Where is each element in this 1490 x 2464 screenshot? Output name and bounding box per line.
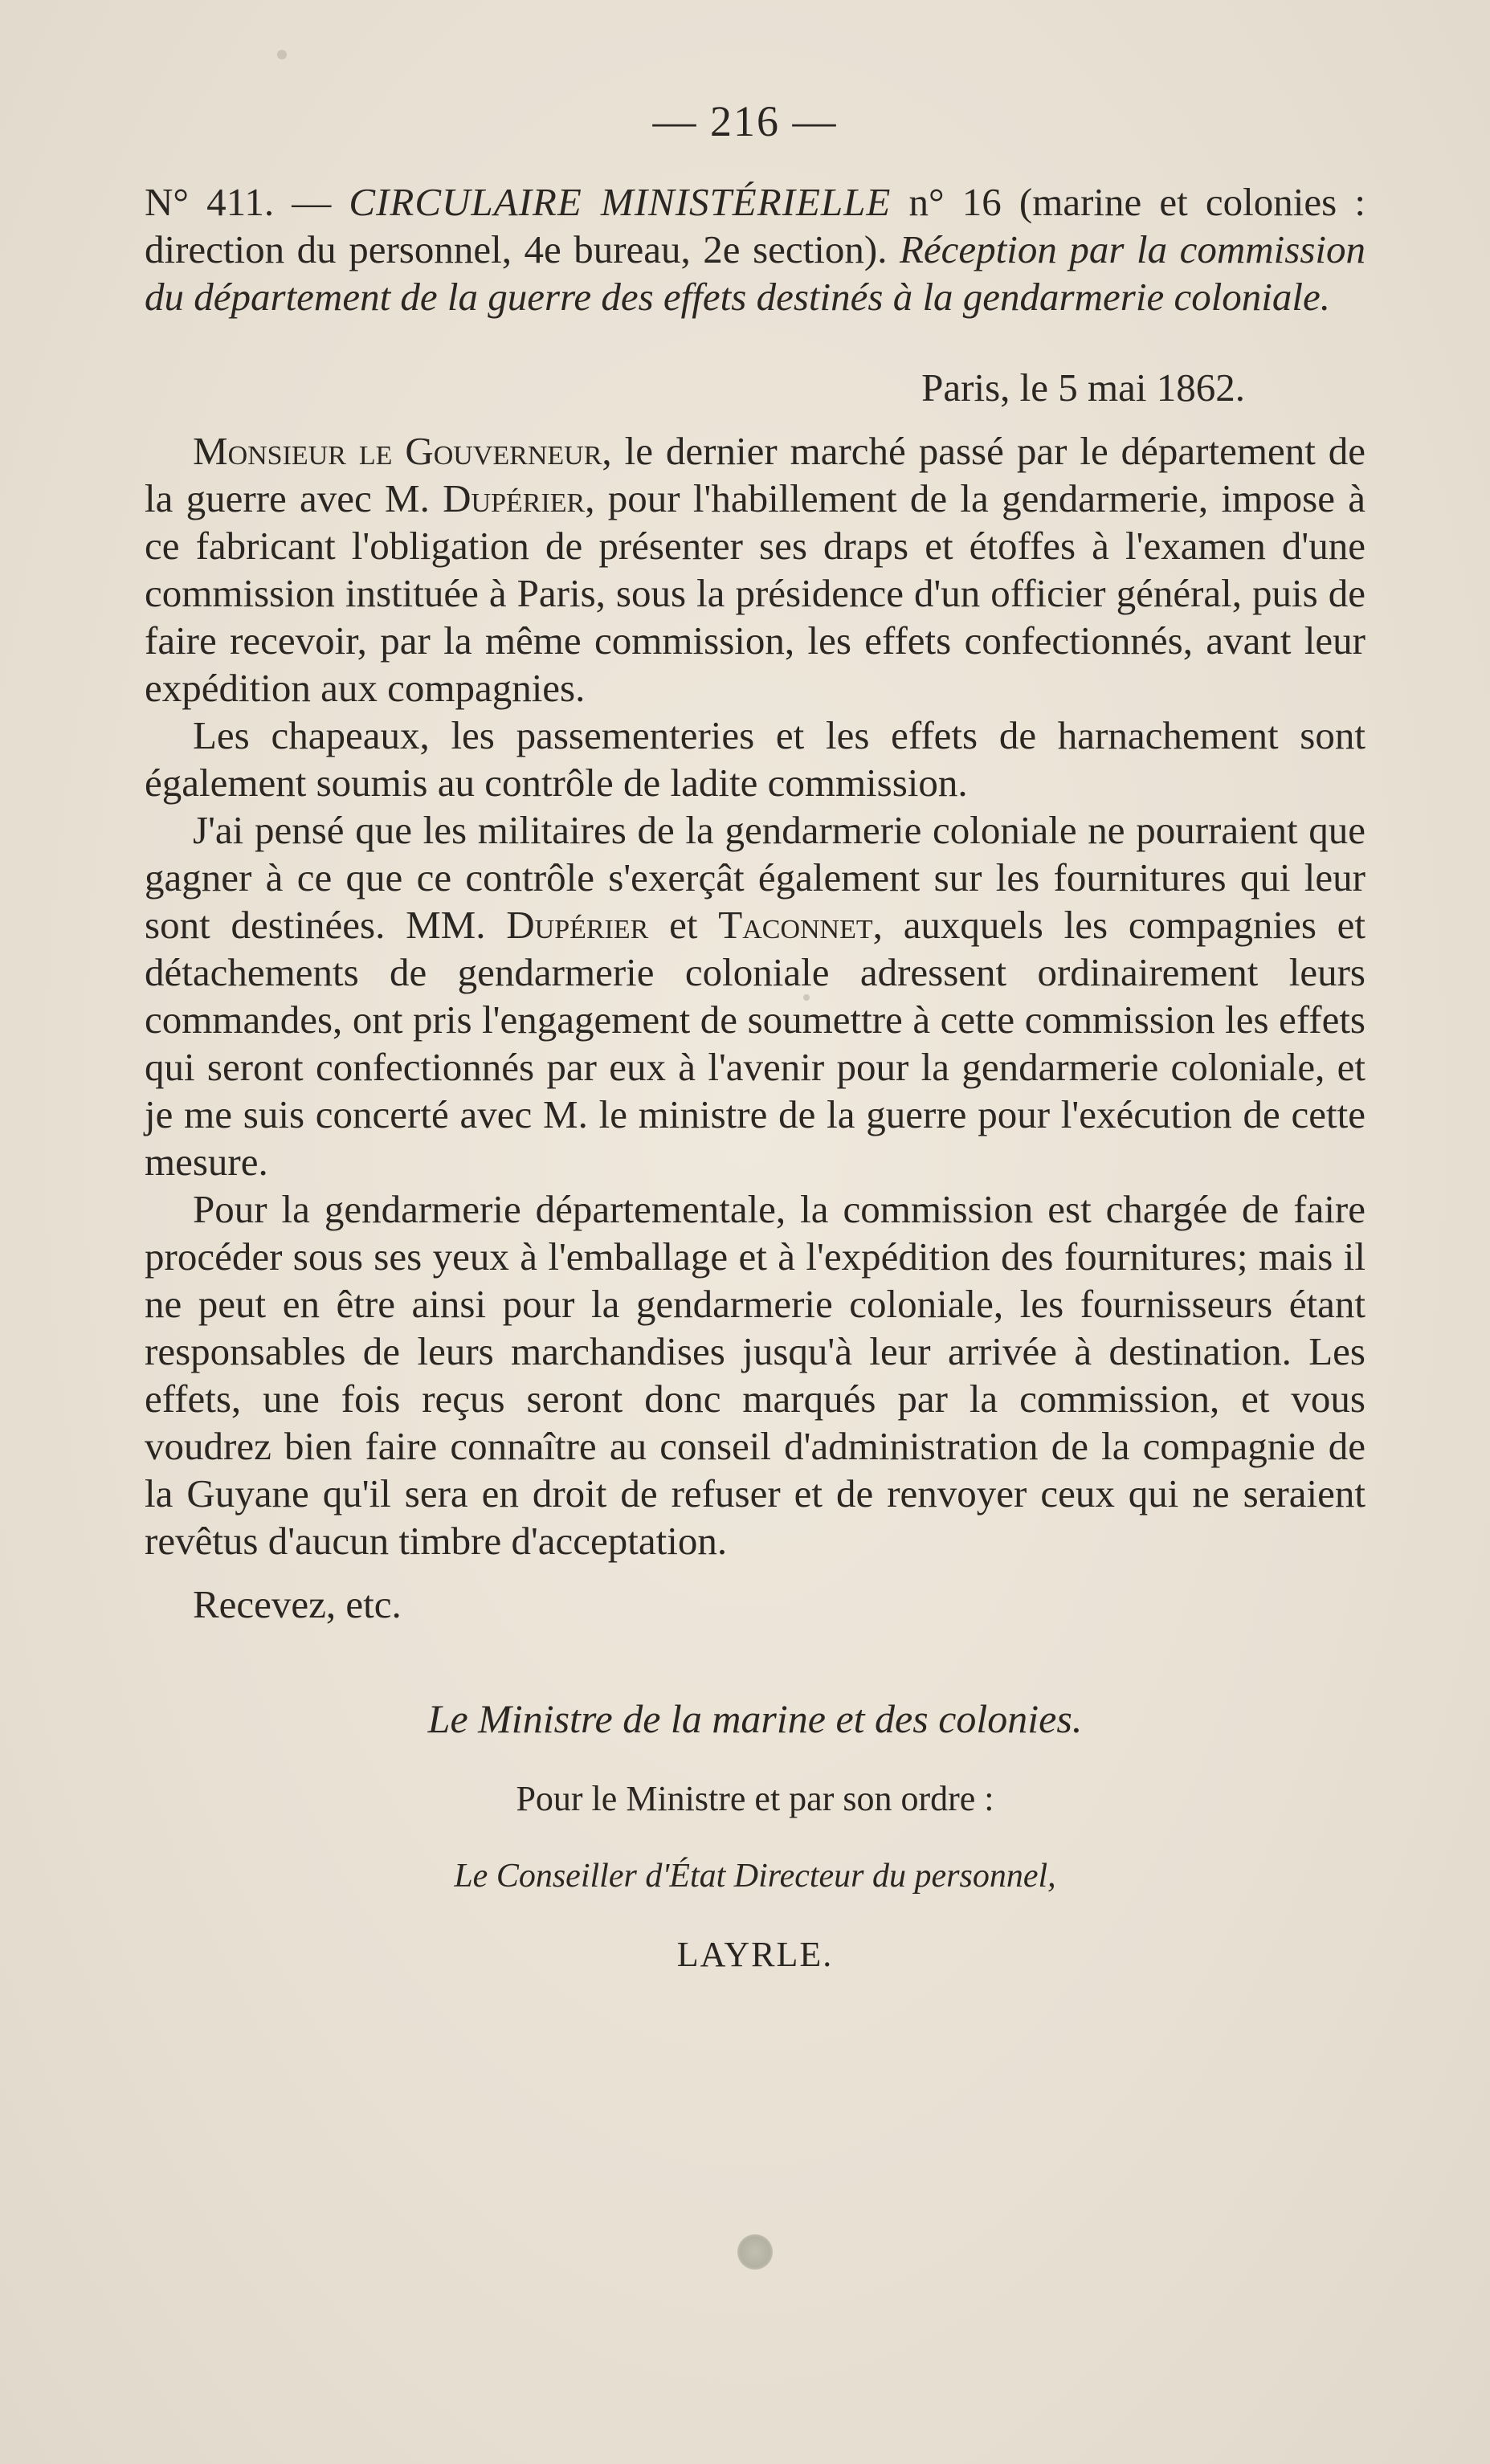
name-duperier: Dupérier [506, 903, 649, 947]
paragraph-4: Pour la gendarmerie départementale, la commission est chargée de faire procéder sous ses yeux à l'emballage et à l'expédition des fournitures; mais il ne peut en être ainsi pour la gendarmerie coloniale, les fournisseurs étant responsables de leurs marchandises jusqu'à leur arrivée à destination. Les effets, une fois reçus seront donc marqués par la commission, et vous voudrez bien faire connaître au conseil d'administration de la compagnie de la Guyane qu'il sera en droit de refuser et de renvoyer ceux qui ne seraient revêtus d'aucun timbre d'acceptation. [145, 1187, 1365, 1563]
paragraph-3-text-b: auxquels les compagnies et détachements de gendarmerie coloniale adressent ordinairement leurs commandes, ont pris l'engagement de soumettre à cette commission les effets qui seront confectionnés par eux à l'avenir pour la gendarmerie coloniale, et je me suis concerté avec M. le ministre de la guerre pour l'exécution de cette mesure. [145, 903, 1366, 1184]
page-number: — 216 — [652, 97, 838, 145]
document-body [145, 178, 1365, 1978]
name-duperier: Dupérier, [443, 476, 595, 520]
signature-name: LAYRLE. [676, 1935, 834, 1974]
paragraph-2: Les chapeaux, les passementeries et les effets de harnachement sont également soumis au contrôle de ladite commission. [145, 713, 1365, 805]
circular-title: CIRCULAIRE MINISTÉRIELLE [349, 180, 892, 224]
circular-heading [145, 178, 1365, 320]
dateline: Paris, le 5 mai 1862. [921, 365, 1245, 410]
signature-order: Pour le Ministre et par son ordre : [516, 1779, 994, 1818]
closing-formula: Recevez, etc. [193, 1582, 402, 1626]
paragraph-3-conjunction: et [669, 903, 698, 947]
signature-minister: Le Ministre de la marine et des colonies. [427, 1696, 1083, 1741]
name-taconnet: Taconnet, [718, 903, 883, 947]
signature-title: Le Conseiller d'État Directeur du personnel, [454, 1858, 1056, 1895]
paper-speck [277, 50, 287, 59]
paragraph-1-text-b: pour l'habillement de la gendarmerie, impose à ce fabricant l'obligation de présenter ses draps et étoffes à l'examen d'une commission instituée à Paris, sous la présidence d'un officier général, puis de faire recevoir, par la même commission, les effets confectionnés, avant leur expédition aux compagnies. [145, 476, 1366, 710]
circular-number: N° 411. — [145, 180, 332, 224]
library-stamp-mark [737, 2234, 773, 2270]
circular-reference: n° 16 (marine et colonies : direction du personnel, 4e bureau, 2e section). [145, 180, 1365, 271]
circular-subject: Réception par la commission du département de la guerre des effets destinés à la gendarmerie coloniale. [145, 227, 1366, 319]
paragraph-3-text-a: J'ai pensé que les militaires de la gendarmerie coloniale ne pourraient que gagner à ce que ce contrôle s'exerçât également sur les fournitures qui leur sont destinées. MM. [145, 808, 1365, 947]
paragraph-1-text-a: le dernier marché passé par le département de la guerre avec M. [145, 429, 1366, 520]
paragraph-1 [145, 427, 1365, 712]
salutation: Monsieur le Gouverneur, [193, 429, 612, 473]
paragraph-3 [145, 806, 1365, 1185]
